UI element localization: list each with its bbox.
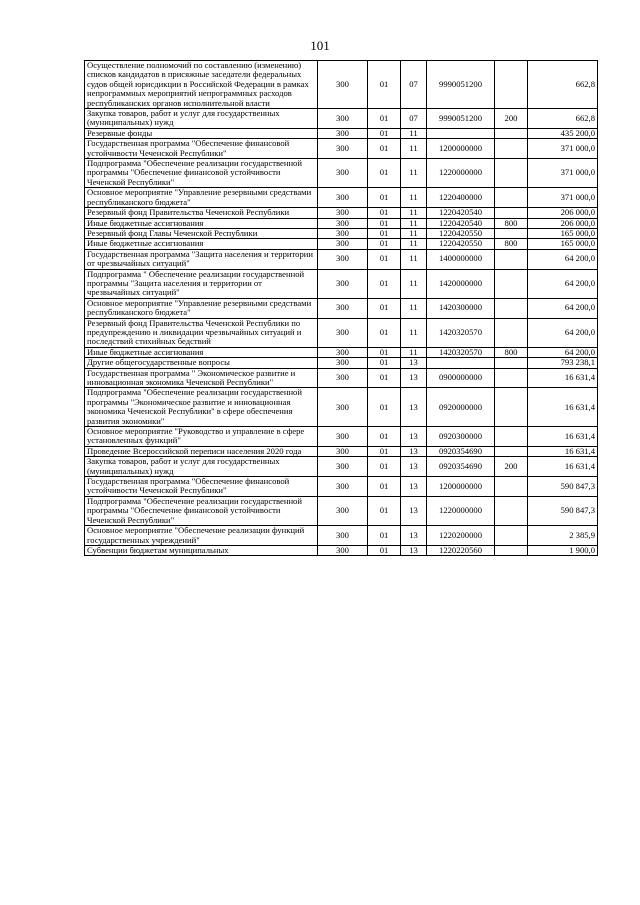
- row-subsection2-cell: 11: [401, 128, 427, 138]
- table-row: [85, 388, 598, 427]
- row-target-cell: 0900000000: [427, 368, 495, 388]
- row-subsection2-cell: 11: [401, 159, 427, 188]
- row-subsection-cell: 01: [368, 477, 401, 497]
- row-subsection-cell: 01: [368, 545, 401, 555]
- row-subsection2-cell: 13: [401, 358, 427, 368]
- row-amount-cell: 662,8: [528, 61, 598, 109]
- table-row: [85, 61, 598, 109]
- page-number: 101: [310, 38, 330, 53]
- row-target-cell: 0920300000: [427, 427, 495, 447]
- row-target-cell: 1220000000: [427, 496, 495, 525]
- table-row: [85, 249, 598, 269]
- row-section-cell: 300: [318, 427, 368, 447]
- row-amount-cell: 590 847,3: [528, 477, 598, 497]
- row-section-cell: 300: [318, 526, 368, 546]
- budget-table: [84, 60, 598, 556]
- row-section-cell: 300: [318, 61, 368, 109]
- row-amount-cell: 165 000,0: [528, 239, 598, 249]
- row-target-cell: 1200000000: [427, 477, 495, 497]
- row-amount-cell: 371 000,0: [528, 159, 598, 188]
- row-section-cell: 300: [318, 446, 368, 456]
- row-target-cell: 1220000000: [427, 159, 495, 188]
- row-expense-type-cell: [495, 128, 528, 138]
- row-name-cell: Закупка товаров, работ и услуг для государственных (муниципальных) нужд: [85, 457, 318, 477]
- table-row: [85, 239, 598, 249]
- row-subsection-cell: 01: [368, 446, 401, 456]
- row-expense-type-cell: [495, 526, 528, 546]
- row-subsection-cell: 01: [368, 388, 401, 427]
- row-amount-cell: 206 000,0: [528, 218, 598, 228]
- row-name-cell: Подпрограмма "Обеспечение реализации государственной программы "Обеспечение финансовой устойчивости Чеченской Республики": [85, 496, 318, 525]
- row-target-cell: 1420320570: [427, 318, 495, 347]
- row-amount-cell: 64 200,0: [528, 347, 598, 357]
- row-subsection2-cell: 11: [401, 139, 427, 159]
- row-subsection2-cell: 13: [401, 526, 427, 546]
- row-section-cell: 300: [318, 109, 368, 129]
- table-row: [85, 159, 598, 188]
- table-row: [85, 228, 598, 238]
- row-subsection-cell: 01: [368, 298, 401, 318]
- row-target-cell: 0920354690: [427, 446, 495, 456]
- row-amount-cell: 16 631,4: [528, 427, 598, 447]
- row-section-cell: 300: [318, 208, 368, 218]
- row-expense-type-cell: [495, 368, 528, 388]
- row-subsection2-cell: 13: [401, 368, 427, 388]
- row-section-cell: 300: [318, 218, 368, 228]
- row-expense-type-cell: [495, 228, 528, 238]
- row-section-cell: 300: [318, 496, 368, 525]
- row-name-cell: Основное мероприятие "Управление резервными средствами республиканского бюджета": [85, 188, 318, 208]
- row-name-cell: Иные бюджетные ассигнования: [85, 347, 318, 357]
- table-row: [85, 269, 598, 298]
- row-subsection2-cell: 11: [401, 218, 427, 228]
- row-subsection-cell: 01: [368, 128, 401, 138]
- row-subsection-cell: 01: [368, 208, 401, 218]
- row-expense-type-cell: [495, 545, 528, 555]
- row-name-cell: Резервные фонды: [85, 128, 318, 138]
- row-subsection2-cell: 11: [401, 188, 427, 208]
- row-expense-type-cell: 800: [495, 239, 528, 249]
- row-amount-cell: 371 000,0: [528, 188, 598, 208]
- row-name-cell: Государственная программа "Защита населения и территории от чрезвычайных ситуаций": [85, 249, 318, 269]
- row-section-cell: 300: [318, 347, 368, 357]
- row-subsection2-cell: 11: [401, 228, 427, 238]
- row-target-cell: 1220420540: [427, 218, 495, 228]
- row-subsection-cell: 01: [368, 358, 401, 368]
- row-expense-type-cell: [495, 388, 528, 427]
- row-target-cell: 1220400000: [427, 188, 495, 208]
- row-subsection-cell: 01: [368, 269, 401, 298]
- row-name-cell: Подпрограмма "Обеспечение реализации государственной программы "Обеспечение финансовой устойчивости Чеченской Республики": [85, 159, 318, 188]
- row-name-cell: Государственная программа "Обеспечение финансовой устойчивости Чеченской Республики": [85, 477, 318, 497]
- row-section-cell: 300: [318, 228, 368, 238]
- table-row: [85, 139, 598, 159]
- row-amount-cell: 662,8: [528, 109, 598, 129]
- row-name-cell: Закупка товаров, работ и услуг для государственных (муниципальных) нужд: [85, 109, 318, 129]
- table-body: [85, 61, 598, 556]
- row-target-cell: [427, 358, 495, 368]
- row-expense-type-cell: [495, 318, 528, 347]
- row-amount-cell: 16 631,4: [528, 446, 598, 456]
- row-target-cell: 1220420550: [427, 228, 495, 238]
- row-section-cell: 300: [318, 298, 368, 318]
- table-row: [85, 477, 598, 497]
- row-subsection-cell: 01: [368, 159, 401, 188]
- table-row: [85, 457, 598, 477]
- row-subsection2-cell: 13: [401, 427, 427, 447]
- row-section-cell: 300: [318, 128, 368, 138]
- row-target-cell: 0920000000: [427, 388, 495, 427]
- table-row: [85, 427, 598, 447]
- row-subsection2-cell: 11: [401, 347, 427, 357]
- row-expense-type-cell: [495, 139, 528, 159]
- row-section-cell: 300: [318, 269, 368, 298]
- row-expense-type-cell: [495, 477, 528, 497]
- row-target-cell: 9990051200: [427, 109, 495, 129]
- row-expense-type-cell: 200: [495, 109, 528, 129]
- row-amount-cell: 64 200,0: [528, 269, 598, 298]
- row-amount-cell: 590 847,3: [528, 496, 598, 525]
- table-row: [85, 208, 598, 218]
- row-name-cell: Иные бюджетные ассигнования: [85, 239, 318, 249]
- table-row: [85, 318, 598, 347]
- row-target-cell: 0920354690: [427, 457, 495, 477]
- row-target-cell: [427, 128, 495, 138]
- row-section-cell: 300: [318, 139, 368, 159]
- row-name-cell: Государственная программа "Обеспечение финансовой устойчивости Чеченской Республики": [85, 139, 318, 159]
- row-expense-type-cell: [495, 249, 528, 269]
- row-amount-cell: 206 000,0: [528, 208, 598, 218]
- row-subsection-cell: 01: [368, 109, 401, 129]
- row-amount-cell: 64 200,0: [528, 249, 598, 269]
- table-row: [85, 109, 598, 129]
- row-subsection2-cell: 11: [401, 249, 427, 269]
- row-section-cell: 300: [318, 457, 368, 477]
- row-amount-cell: 165 000,0: [528, 228, 598, 238]
- table-row: [85, 128, 598, 138]
- row-subsection-cell: 01: [368, 457, 401, 477]
- table-row: [85, 368, 598, 388]
- row-subsection2-cell: 13: [401, 477, 427, 497]
- row-amount-cell: 16 631,4: [528, 368, 598, 388]
- row-subsection2-cell: 07: [401, 109, 427, 129]
- row-subsection-cell: 01: [368, 139, 401, 159]
- row-name-cell: Иные бюджетные ассигнования: [85, 218, 318, 228]
- row-section-cell: 300: [318, 477, 368, 497]
- row-section-cell: 300: [318, 188, 368, 208]
- row-target-cell: 1420320570: [427, 347, 495, 357]
- table-row: [85, 496, 598, 525]
- row-subsection-cell: 01: [368, 526, 401, 546]
- row-target-cell: 1220200000: [427, 526, 495, 546]
- row-amount-cell: 793 238,1: [528, 358, 598, 368]
- row-name-cell: Подпрограмма "Обеспечение реализации государственной программы "Экономическое развитие и инновационная экономика Чеченской Республики" в сфере обеспечения развития экономики": [85, 388, 318, 427]
- row-expense-type-cell: [495, 269, 528, 298]
- row-subsection2-cell: 13: [401, 496, 427, 525]
- row-expense-type-cell: [495, 446, 528, 456]
- row-expense-type-cell: [495, 188, 528, 208]
- row-amount-cell: 2 385,9: [528, 526, 598, 546]
- row-expense-type-cell: [495, 159, 528, 188]
- row-name-cell: Другие общегосударственные вопросы: [85, 358, 318, 368]
- row-amount-cell: 64 200,0: [528, 298, 598, 318]
- table-row: [85, 446, 598, 456]
- row-expense-type-cell: 800: [495, 347, 528, 357]
- table-row: [85, 545, 598, 555]
- table-row: [85, 298, 598, 318]
- row-target-cell: 1420300000: [427, 298, 495, 318]
- row-subsection2-cell: 11: [401, 318, 427, 347]
- row-subsection-cell: 01: [368, 228, 401, 238]
- row-target-cell: 1420000000: [427, 269, 495, 298]
- row-subsection2-cell: 13: [401, 446, 427, 456]
- table-row: [85, 188, 598, 208]
- row-section-cell: 300: [318, 318, 368, 347]
- row-expense-type-cell: [495, 496, 528, 525]
- row-target-cell: 1220220560: [427, 545, 495, 555]
- row-expense-type-cell: 200: [495, 457, 528, 477]
- row-name-cell: Подпрограмма " Обеспечение реализации государственной программы "Защита населения и территории от чрезвычайных ситуаций": [85, 269, 318, 298]
- row-subsection-cell: 01: [368, 218, 401, 228]
- row-subsection-cell: 01: [368, 249, 401, 269]
- row-section-cell: 300: [318, 249, 368, 269]
- row-name-cell: Основное мероприятие "Руководство и управление в сфере установленных функций": [85, 427, 318, 447]
- table-row: [85, 526, 598, 546]
- row-subsection2-cell: 13: [401, 457, 427, 477]
- row-section-cell: 300: [318, 388, 368, 427]
- row-amount-cell: 435 200,0: [528, 128, 598, 138]
- row-subsection2-cell: 11: [401, 208, 427, 218]
- row-section-cell: 300: [318, 368, 368, 388]
- row-amount-cell: 1 900,0: [528, 545, 598, 555]
- row-name-cell: Резервный фонд Главы Чеченской Республики: [85, 228, 318, 238]
- row-target-cell: 1220420550: [427, 239, 495, 249]
- row-subsection-cell: 01: [368, 61, 401, 109]
- row-subsection2-cell: 11: [401, 269, 427, 298]
- table-row: [85, 347, 598, 357]
- row-section-cell: 300: [318, 239, 368, 249]
- row-amount-cell: 16 631,4: [528, 457, 598, 477]
- row-expense-type-cell: [495, 427, 528, 447]
- row-name-cell: Осуществление полномочий по составлению (изменению) списков кандидатов в присяжные заседатели федеральных судов общей юрисдикции в Российской Федерации в рамках непрограммных мероприятий непрограммных расходов республиканских органов исполнительной власти: [85, 61, 318, 109]
- row-subsection-cell: 01: [368, 347, 401, 357]
- row-subsection2-cell: 11: [401, 298, 427, 318]
- row-expense-type-cell: [495, 298, 528, 318]
- row-name-cell: Субвенции бюджетам муниципальных: [85, 545, 318, 555]
- row-subsection-cell: 01: [368, 239, 401, 249]
- row-expense-type-cell: 800: [495, 218, 528, 228]
- row-subsection-cell: 01: [368, 318, 401, 347]
- row-target-cell: 1200000000: [427, 139, 495, 159]
- row-expense-type-cell: [495, 208, 528, 218]
- row-name-cell: Основное мероприятие "Обеспечение реализации функций государственных учреждений": [85, 526, 318, 546]
- row-target-cell: 9990051200: [427, 61, 495, 109]
- table-row: [85, 218, 598, 228]
- row-section-cell: 300: [318, 159, 368, 188]
- row-name-cell: Государственная программа " Экономическое развитие и инновационная экономика Чеченской Республики": [85, 368, 318, 388]
- row-expense-type-cell: [495, 358, 528, 368]
- row-section-cell: 300: [318, 545, 368, 555]
- row-subsection-cell: 01: [368, 427, 401, 447]
- row-subsection2-cell: 13: [401, 388, 427, 427]
- row-amount-cell: 64 200,0: [528, 318, 598, 347]
- row-amount-cell: 371 000,0: [528, 139, 598, 159]
- table-row: [85, 358, 598, 368]
- row-name-cell: Проведение Всероссийской переписи населения 2020 года: [85, 446, 318, 456]
- row-subsection-cell: 01: [368, 368, 401, 388]
- row-name-cell: Резервный фонд Правительства Чеченской Республики по предупреждению и ликвидации чрезвычайных ситуаций и последствий стихийных бедствий: [85, 318, 318, 347]
- row-name-cell: Основное мероприятие "Управление резервными средствами республиканского бюджета": [85, 298, 318, 318]
- row-subsection-cell: 01: [368, 188, 401, 208]
- row-amount-cell: 16 631,4: [528, 388, 598, 427]
- row-target-cell: 1400000000: [427, 249, 495, 269]
- row-expense-type-cell: [495, 61, 528, 109]
- row-subsection-cell: 01: [368, 496, 401, 525]
- row-subsection2-cell: 13: [401, 545, 427, 555]
- row-name-cell: Резервный фонд Правительства Чеченской Республики: [85, 208, 318, 218]
- row-subsection2-cell: 07: [401, 61, 427, 109]
- row-subsection2-cell: 11: [401, 239, 427, 249]
- row-section-cell: 300: [318, 358, 368, 368]
- row-target-cell: 1220420540: [427, 208, 495, 218]
